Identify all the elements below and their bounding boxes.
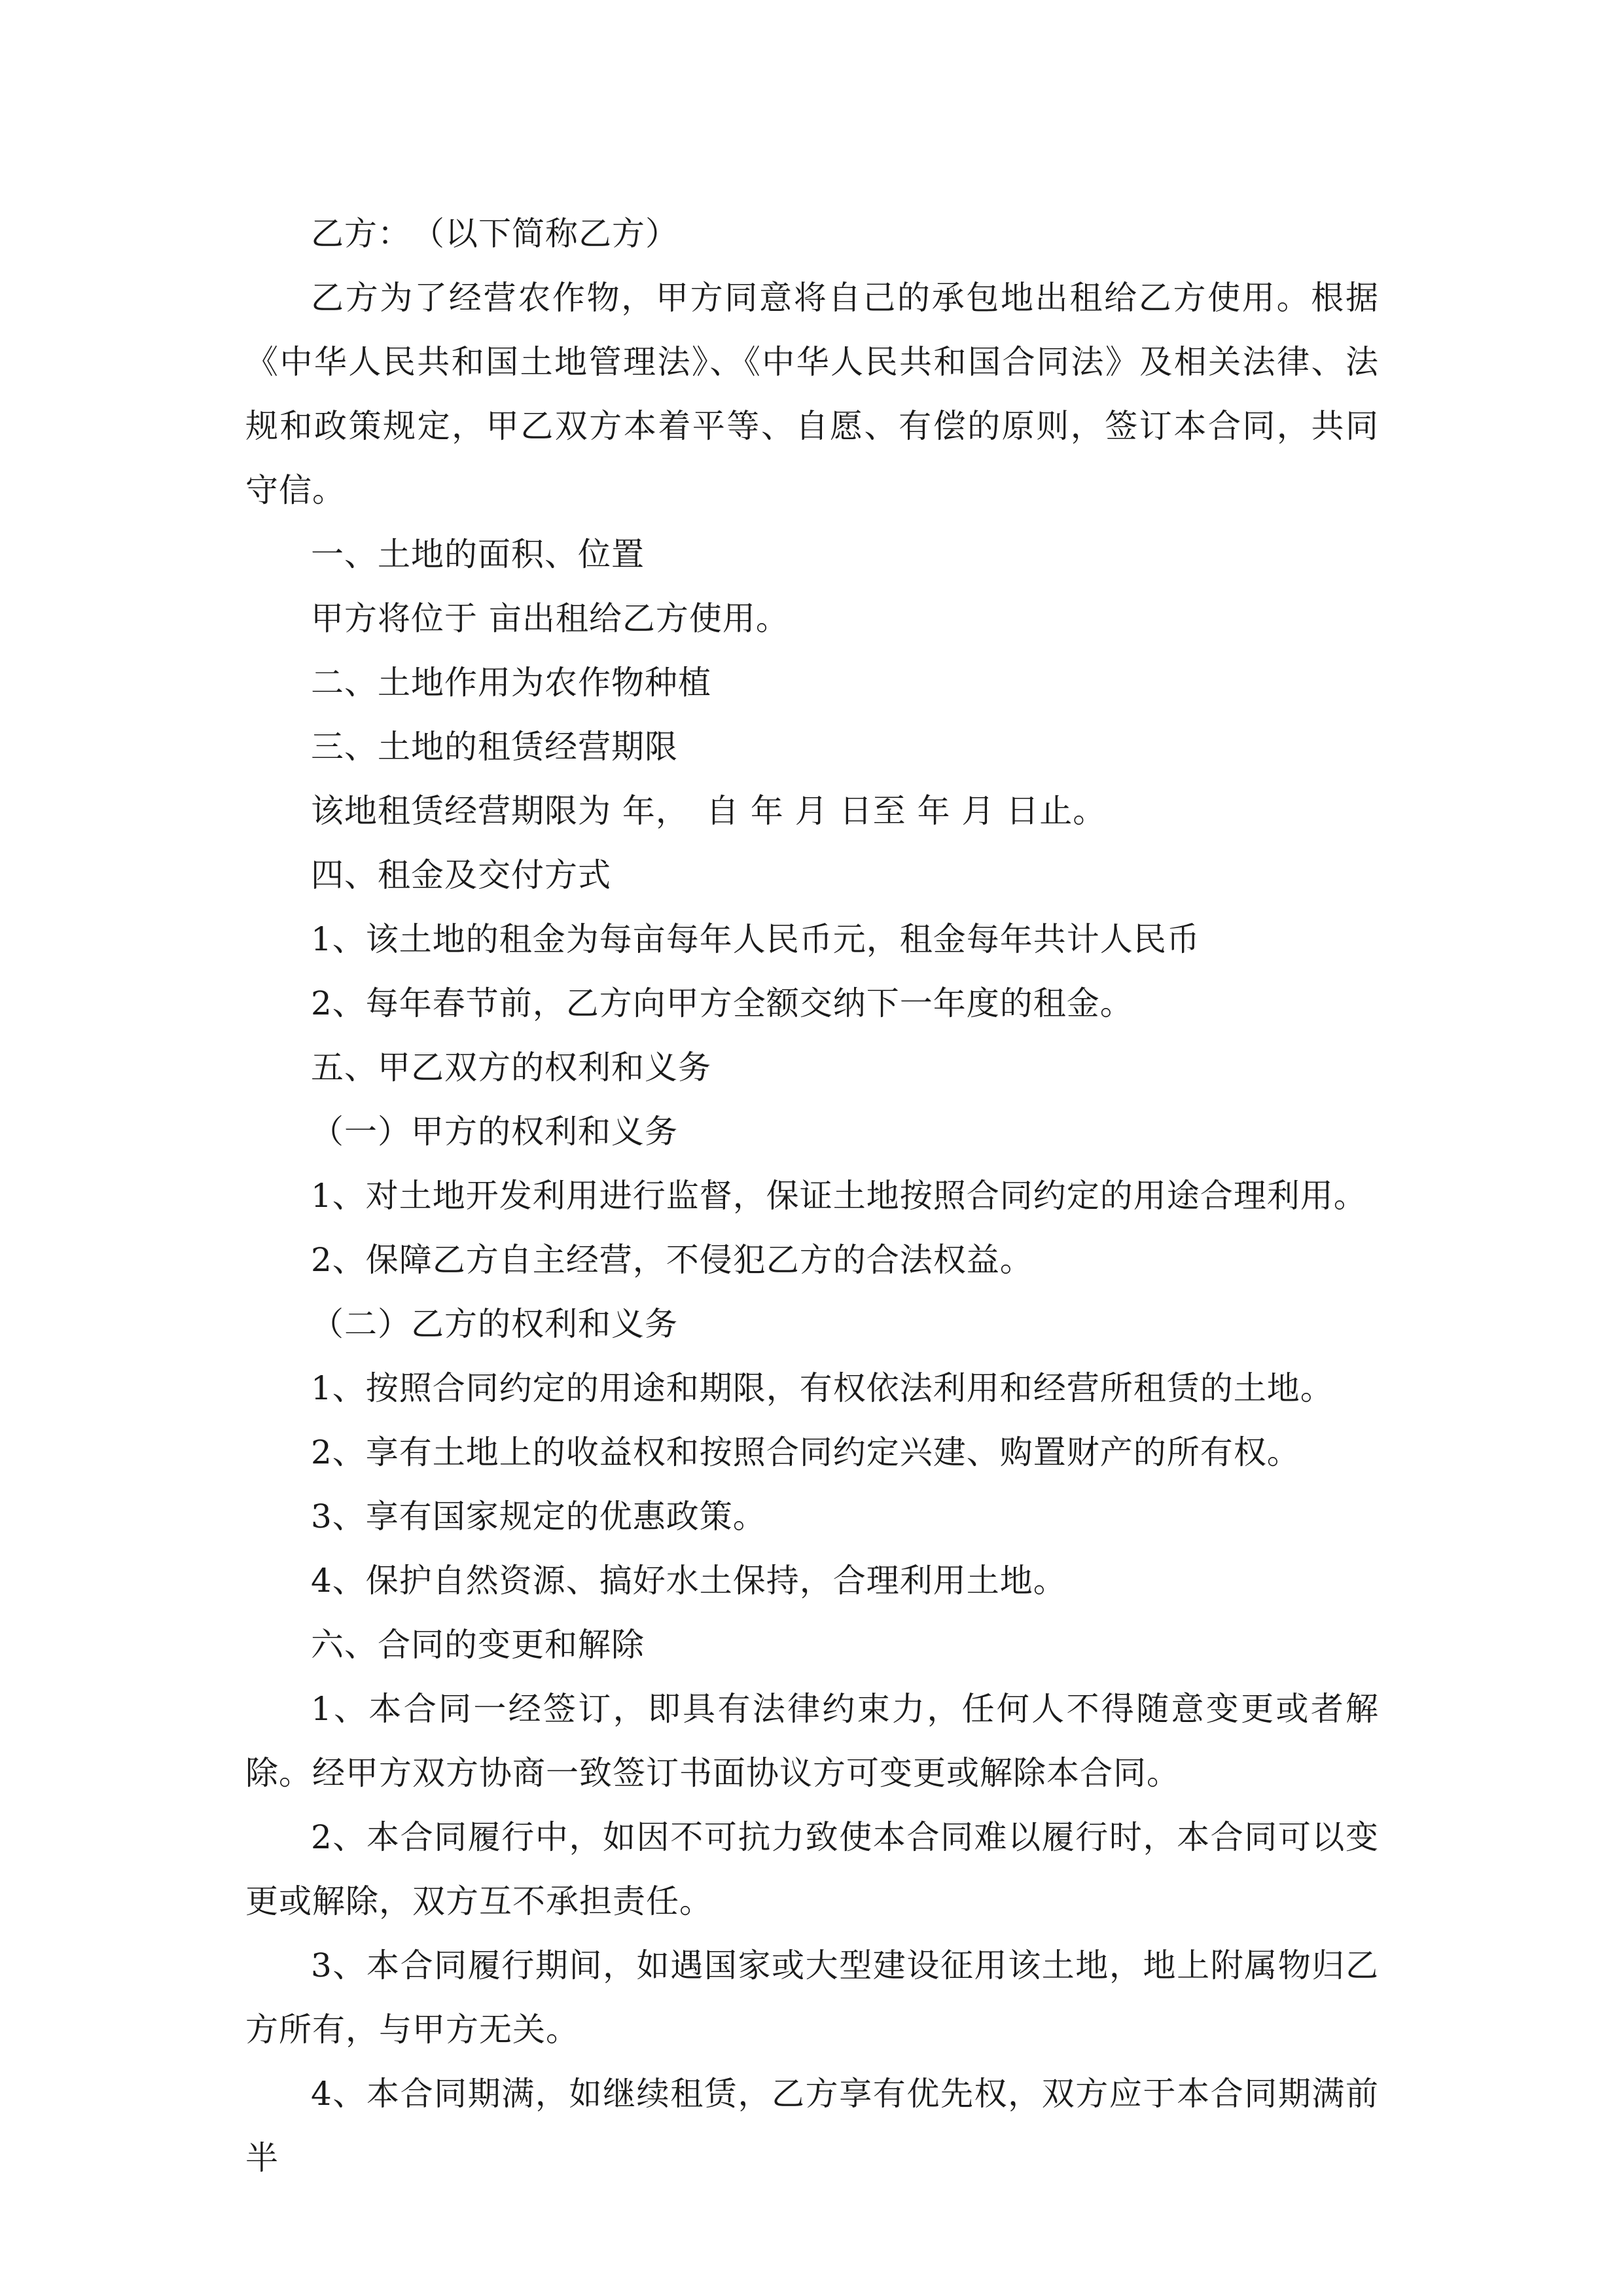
land-location-paragraph: 甲方将位于 亩出租给乙方使用。 [311, 600, 789, 637]
section-heading-2: 二、土地作用为农作物种植 [311, 664, 711, 702]
section-heading-5: 五、甲乙双方的权利和义务 [311, 1049, 711, 1086]
rent-clause-1: 1、该土地的租金为每亩每年人民币元，租金每年共计人民币 [311, 920, 1200, 958]
lease-term-paragraph: 该地租赁经营期限为 年， 自 年 月 日至 年 月 日止。 [311, 792, 1107, 830]
party-b-clause-2: 2、享有土地上的收益权和按照合同约定兴建、购置财产的所有权。 [311, 1433, 1300, 1471]
party-b-clause-4: 4、保护自然资源、搞好水土保持，合理利用土地。 [311, 1562, 1067, 1600]
rent-clause-2: 2、每年春节前，乙方向甲方全额交纳下一年度的租金。 [311, 984, 1133, 1022]
section-heading-6: 六、合同的变更和解除 [311, 1626, 645, 1664]
change-clause-4: 4、本合同期满，如继续租赁，乙方享有优先权，双方应于本合同期满前半 [245, 2075, 1379, 2177]
change-clause-3: 3、本合同履行期间，如遇国家或大型建设征用该土地，地上附属物归乙方所有，与甲方无关。 [245, 1946, 1379, 2049]
party-a-clause-2: 2、保障乙方自主经营，不侵犯乙方的合法权益。 [311, 1241, 1033, 1279]
section-heading-1: 一、土地的面积、位置 [311, 535, 645, 573]
preamble-paragraph: 乙方为了经营农作物，甲方同意将自己的承包地出租给乙方使用。根据《中华人民共和国土地管理法》、《中华人民共和国合同法》及相关法律、法规和政策规定，甲乙双方本着平等、自愿、有偿的原则，签订本合同，共同守信。 [245, 279, 1379, 509]
change-clause-2: 2、本合同履行中，如因不可抗力致使本合同难以履行时，本合同可以变更或解除，双方互不承担责任。 [245, 1818, 1379, 1920]
party-b-line: 乙方： （以下简称乙方） [311, 215, 679, 253]
party-b-clause-3: 3、享有国家规定的优惠政策。 [311, 1498, 766, 1535]
contract-body [245, 202, 1379, 2190]
party-b-clause-1: 1、按照合同约定的用途和期限，有权依法利用和经营所租赁的土地。 [311, 1369, 1334, 1407]
change-clause-1: 1、本合同一经签订，即具有法律约束力，任何人不得随意变更或者解除。经甲方双方协商一致签订书面协议方可变更或解除本合同。 [245, 1690, 1379, 1792]
subsection-heading-party-a: （一）甲方的权利和义务 [311, 1113, 678, 1151]
party-a-clause-1: 1、对土地开发利用进行监督，保证土地按照合同约定的用途合理利用。 [311, 1177, 1367, 1215]
subsection-heading-party-b: （二）乙方的权利和义务 [311, 1305, 678, 1343]
section-heading-3: 三、土地的租赁经营期限 [311, 728, 678, 766]
section-heading-4: 四、租金及交付方式 [311, 856, 611, 894]
